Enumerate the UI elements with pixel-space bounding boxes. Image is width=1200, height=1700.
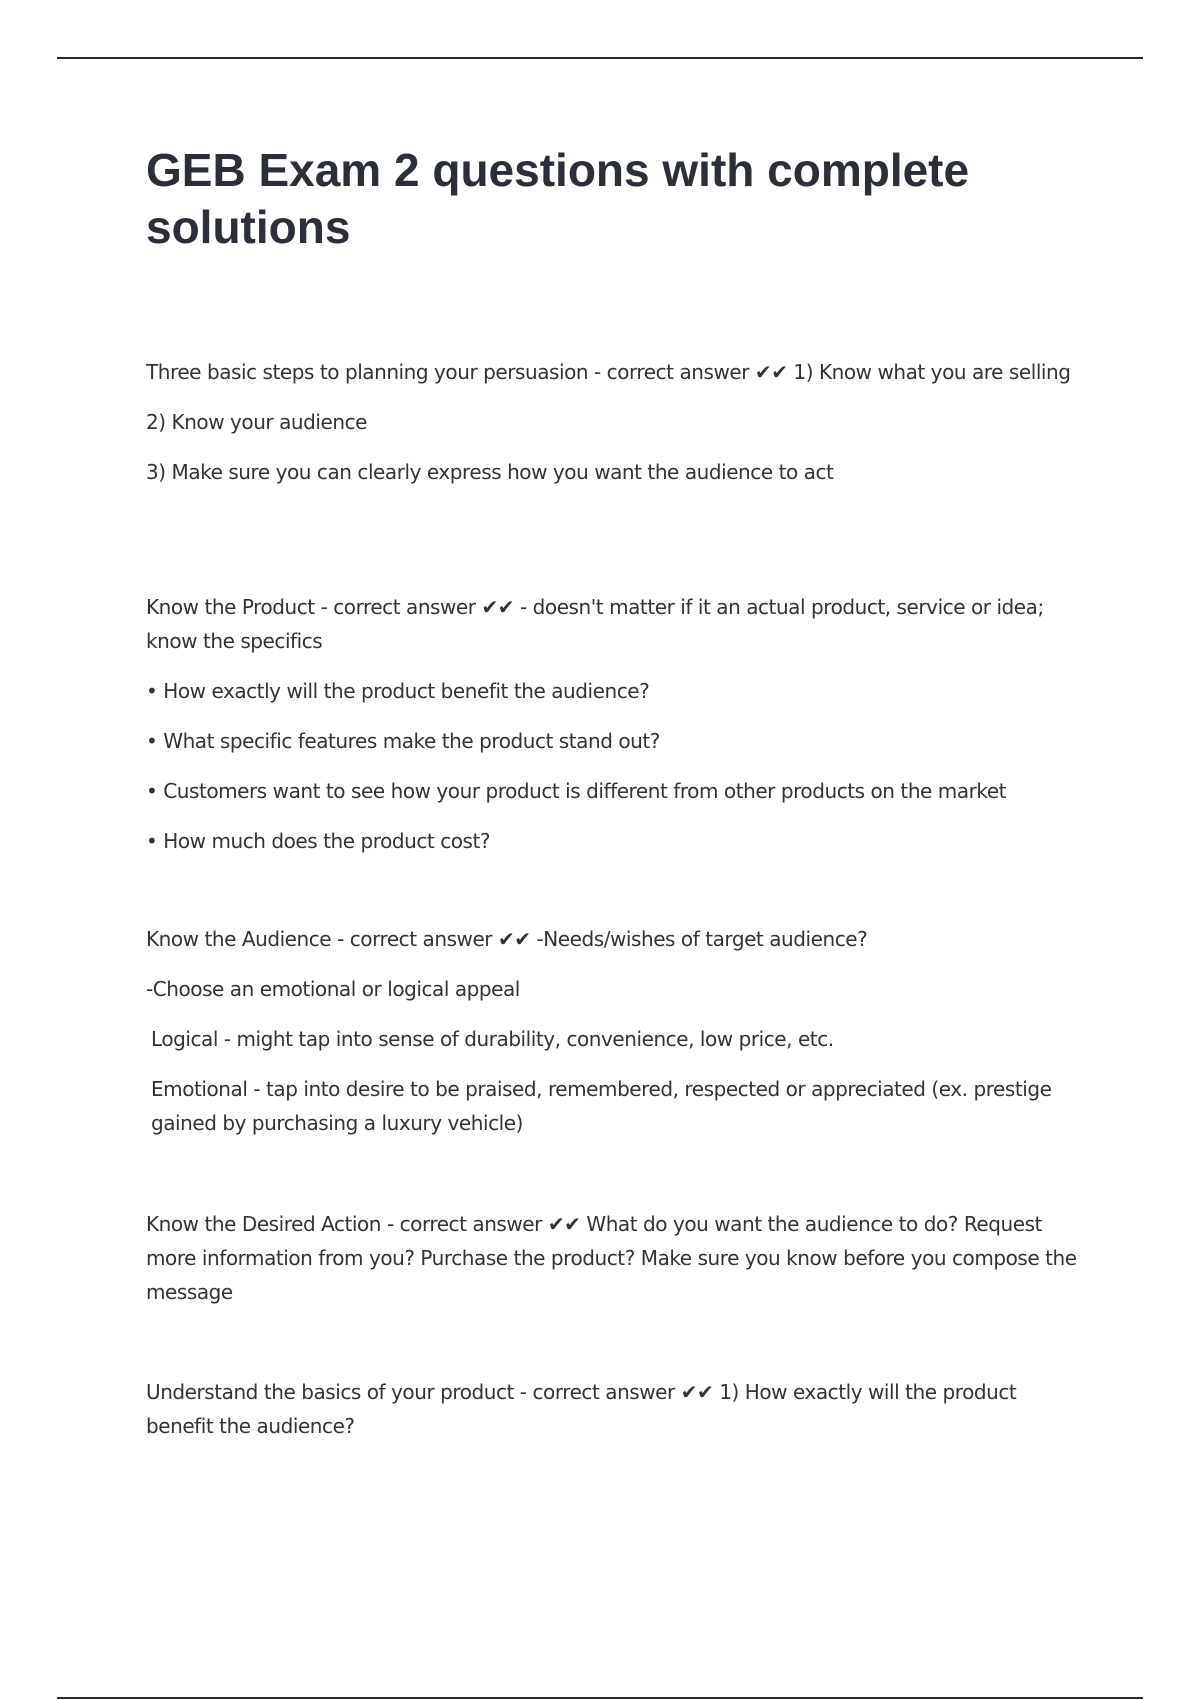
answer-line: -Choose an emotional or logical appeal xyxy=(146,977,520,1001)
answer-bullet: • What specific features make the product stand out? xyxy=(146,729,660,753)
document-title: GEB Exam 2 questions with complete solutions xyxy=(146,144,970,253)
question-answer-text: Understand the basics of your product - correct answer ✔✔ 1) How exactly will the product benefit the audience? xyxy=(146,1380,1017,1438)
question-answer-text: Know the Audience - correct answer ✔✔ -Needs/wishes of target audience? xyxy=(146,927,868,951)
top-rule xyxy=(57,57,1143,59)
answer-step: 3) Make sure you can clearly express how you want the audience to act xyxy=(146,460,834,484)
question-answer-text: Know the Desired Action - correct answer ✔✔ What do you want the audience to do? Request more information from you? Purchase the product? Make sure you know before you compose the message xyxy=(146,1212,1077,1304)
question-answer-text: Three basic steps to planning your persuasion - correct answer ✔✔ 1) Know what you are selling xyxy=(146,360,1071,384)
answer-bullet: • Customers want to see how your product is different from other products on the market xyxy=(146,779,1007,803)
bottom-rule xyxy=(57,1697,1143,1699)
qa-entry-know-audience xyxy=(146,922,1086,1156)
answer-bullet: • How exactly will the product benefit the audience? xyxy=(146,679,650,703)
qa-entry-planning-persuasion xyxy=(146,355,1086,505)
qa-entry-product-basics xyxy=(146,1375,1086,1459)
answer-bullet: • How much does the product cost? xyxy=(146,829,491,853)
qa-entry-desired-action xyxy=(146,1207,1086,1325)
answer-step: 2) Know your audience xyxy=(146,410,367,434)
answer-line: Logical - might tap into sense of durability, convenience, low price, etc. xyxy=(151,1027,834,1051)
answer-line: Emotional - tap into desire to be praised, remembered, respected or appreciated (ex. prestige gained by purchasing a luxury vehicle) xyxy=(151,1077,1052,1135)
qa-entry-know-product xyxy=(146,590,1086,874)
question-answer-text: Know the Product - correct answer ✔✔ - doesn't matter if it an actual product, service or idea; know the specifics xyxy=(146,595,1044,653)
